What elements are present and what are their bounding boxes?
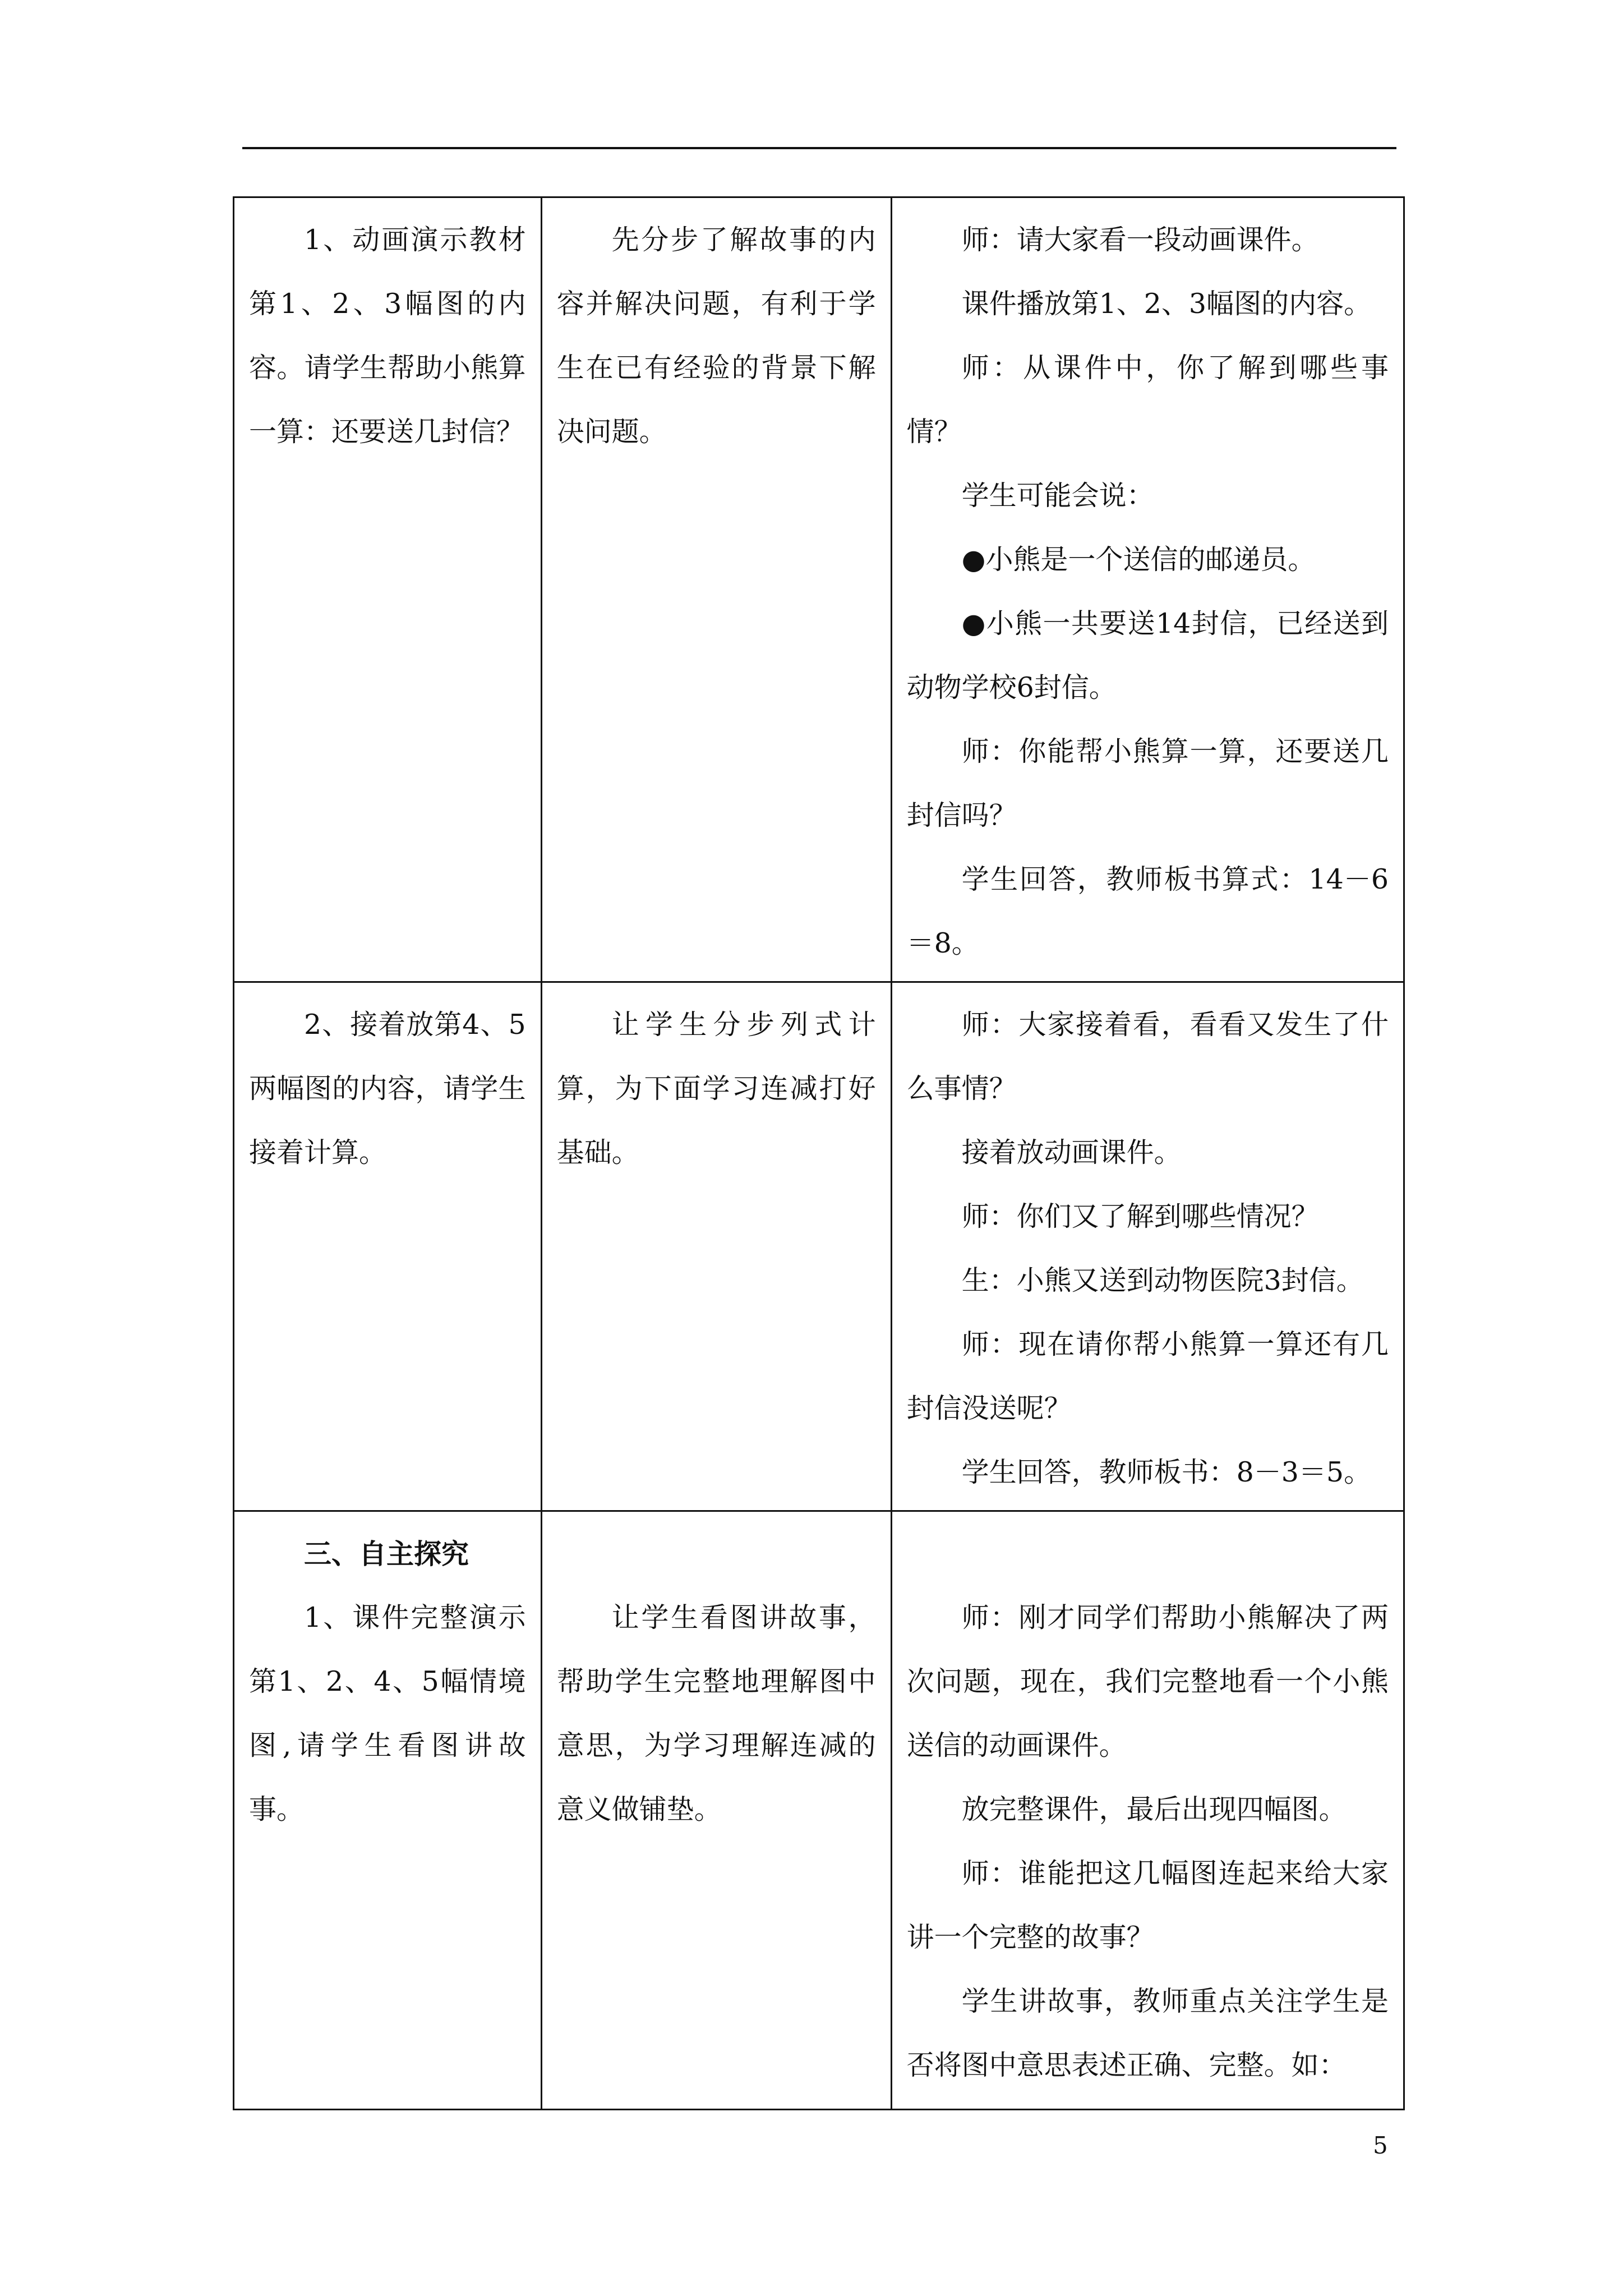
spacer-line [907, 1522, 1389, 1586]
table-row [234, 982, 1404, 1511]
process-line: 学生回答，教师板书算式：14－6＝8。 [906, 863, 1389, 959]
process-line: 师：你能帮小熊算一算，还要送几封信吗？ [906, 735, 1389, 831]
process-line: 师：请大家看一段动画课件。 [961, 224, 1319, 256]
process-line: 师：谁能把这几幅图连起来给大家讲一个完整的故事？ [906, 1857, 1389, 1953]
process-line: 接着放动画课件。 [961, 1137, 1182, 1168]
process-line: 放完整课件，最后出现四幅图。 [961, 1793, 1347, 1825]
process-line: 师：刚才同学们帮助小熊解决了两次问题，现在，我们完整地看一个小熊送信的动画课件。 [906, 1602, 1389, 1761]
spacer-line [557, 1522, 876, 1586]
table-row [234, 197, 1404, 982]
process-line: 师：你们又了解到哪些情况？ [961, 1200, 1319, 1232]
activity-cell [234, 1511, 542, 2110]
process-line: ●小熊是一个送信的邮递员。 [961, 544, 1316, 576]
process-line: 生：小熊又送到动物医院3封信。 [961, 1264, 1364, 1296]
process-line: 课件播放第1、2、3幅图的内容。 [961, 288, 1372, 320]
intent-cell [541, 1511, 891, 2110]
activity-text: 2、接着放第4、5两幅图的内容，请学生接着计算。 [249, 1009, 526, 1168]
intent-text: 先分步了解故事的内容并解决问题，有利于学生在已有经验的背景下解决问题。 [556, 224, 876, 448]
process-line: 学生讲故事，教师重点关注学生是否将图中意思表述正确、完整。如： [906, 1985, 1389, 2081]
intent-cell [541, 982, 891, 1511]
process-cell [891, 982, 1404, 1511]
page-number: 5 [1373, 2132, 1388, 2159]
process-line: 师：现在请你帮小熊算一算还有几封信没送呢？ [906, 1328, 1389, 1424]
process-cell [891, 197, 1404, 982]
intent-cell [541, 197, 891, 982]
lesson-plan-table [233, 196, 1405, 2110]
activity-text: 1、动画演示教材第1、2、3幅图的内容。请学生帮助小熊算一算：还要送几封信？ [249, 224, 526, 448]
process-cell [891, 1511, 1404, 2110]
activity-cell [234, 982, 542, 1511]
intent-text: 让学生看图讲故事，帮助学生完整地理解图中意思，为学习理解连减的意义做铺垫。 [556, 1602, 876, 1825]
activity-cell [234, 197, 542, 982]
process-line: ●小熊一共要送14封信，已经送到动物学校6封信。 [906, 608, 1389, 703]
process-line: 学生可能会说： [961, 480, 1154, 512]
header-rule [242, 147, 1396, 149]
intent-text: 让学生分步列式计算，为下面学习连减打好基础。 [556, 1009, 876, 1168]
section-heading: 三、自主探究 [304, 1538, 469, 1570]
process-line: 师：从课件中，你了解到哪些事情？ [906, 352, 1389, 448]
activity-text: 1、课件完整演示第1、2、4、5幅情境图,请学生看图讲故事。 [249, 1602, 526, 1825]
table-row [234, 1511, 1404, 2110]
process-line: 学生回答，教师板书：8－3＝5。 [961, 1456, 1372, 1488]
process-line: 师：大家接着看，看看又发生了什么事情？ [906, 1009, 1389, 1105]
